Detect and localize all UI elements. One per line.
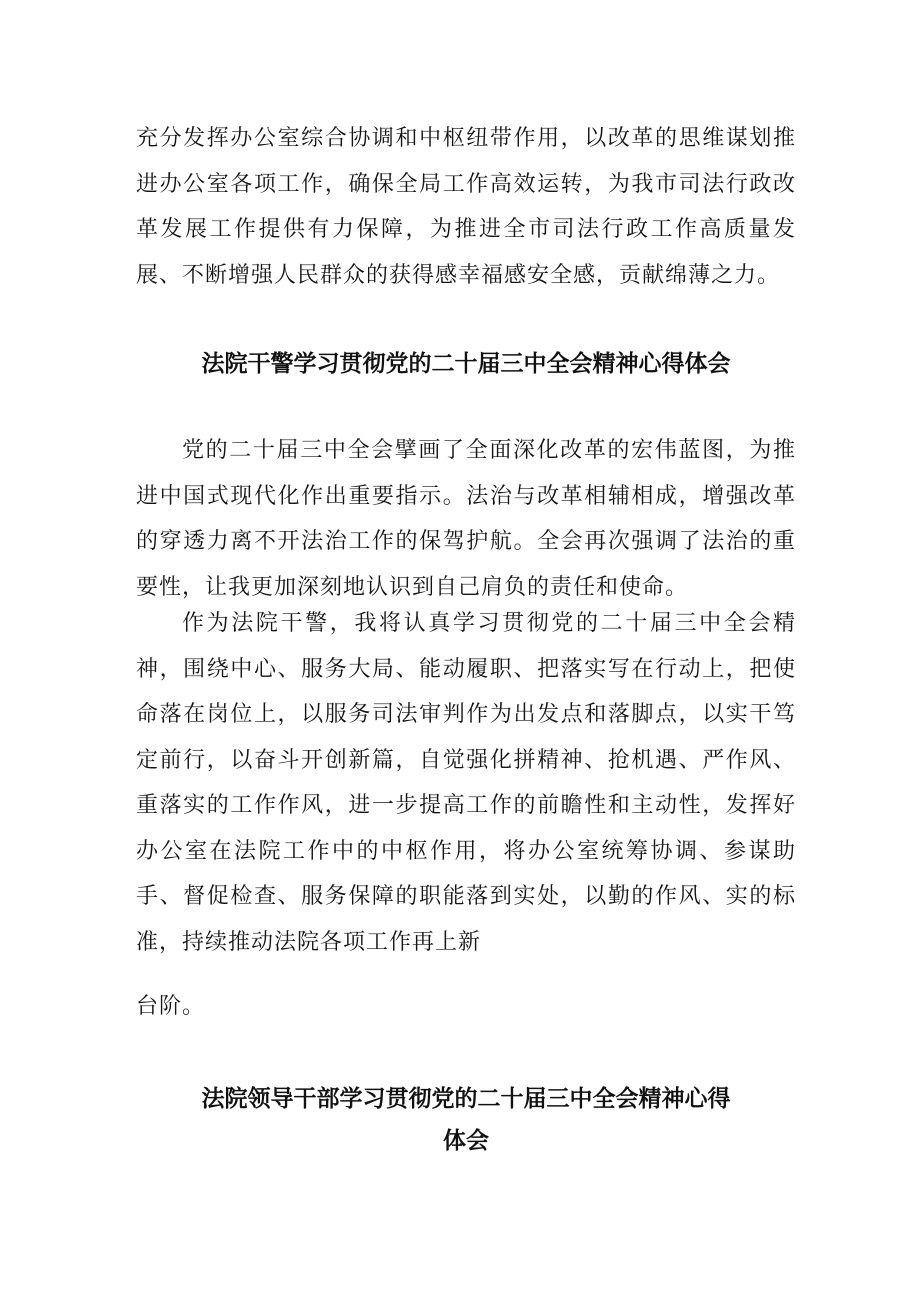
section-1-paragraph-2: 作为法院干警，我将认真学习贯彻党的二十届三中全会精神，围绕中心、服务大局、能动履职、把落实写在行动上，把使命落在岗位上，以服务司法审判作为出发点和落脚点，以实干笃定前行，以奋斗开创新篇，自觉强化拼精神、抢机遇、严作风、重落实的工作作风，进一步提高工作的前瞻性和主动性，发挥好办公室在法院工作中的中枢作用，将办公室统筹协调、参谋助手、督促检查、服务保障的职能落到实处，以勤的作风、实的标准，持续推动法院各项工作再上新: [136, 611, 796, 955]
section-1-paragraph-3: 台阶。: [136, 994, 206, 1019]
section-2-title-line-1: 法院领导干部学习贯彻党的二十届三中全会精神心得: [201, 1086, 731, 1112]
intro-paragraph: 充分发挥办公室综合协调和中枢纽带作用，以改革的思维谋划推进办公室各项工作，确保全局工作高效运转，为我市司法行政改革发展工作提供有力保障，为推进全市司法行政工作高质量发展、不断增强人民群众的获得感幸福感安全感，贡献绵薄之力。: [136, 126, 796, 288]
section-2-title: [136, 1078, 796, 1162]
section-1-title: 法院干警学习贯彻党的二十届三中全会精神心得体会: [201, 351, 731, 377]
section-2-title-line-2: 体会: [443, 1128, 489, 1154]
section-1-paragraph-1: 党的二十届三中全会擘画了全面深化改革的宏伟蓝图，为推进中国式现代化作出重要指示。法治与改革相辅相成，增强改革的穿透力离不开法治工作的保驾护航。全会再次强调了法治的重要性，让我更加深刻地认识到自己肩负的责任和使命。: [136, 438, 796, 600]
